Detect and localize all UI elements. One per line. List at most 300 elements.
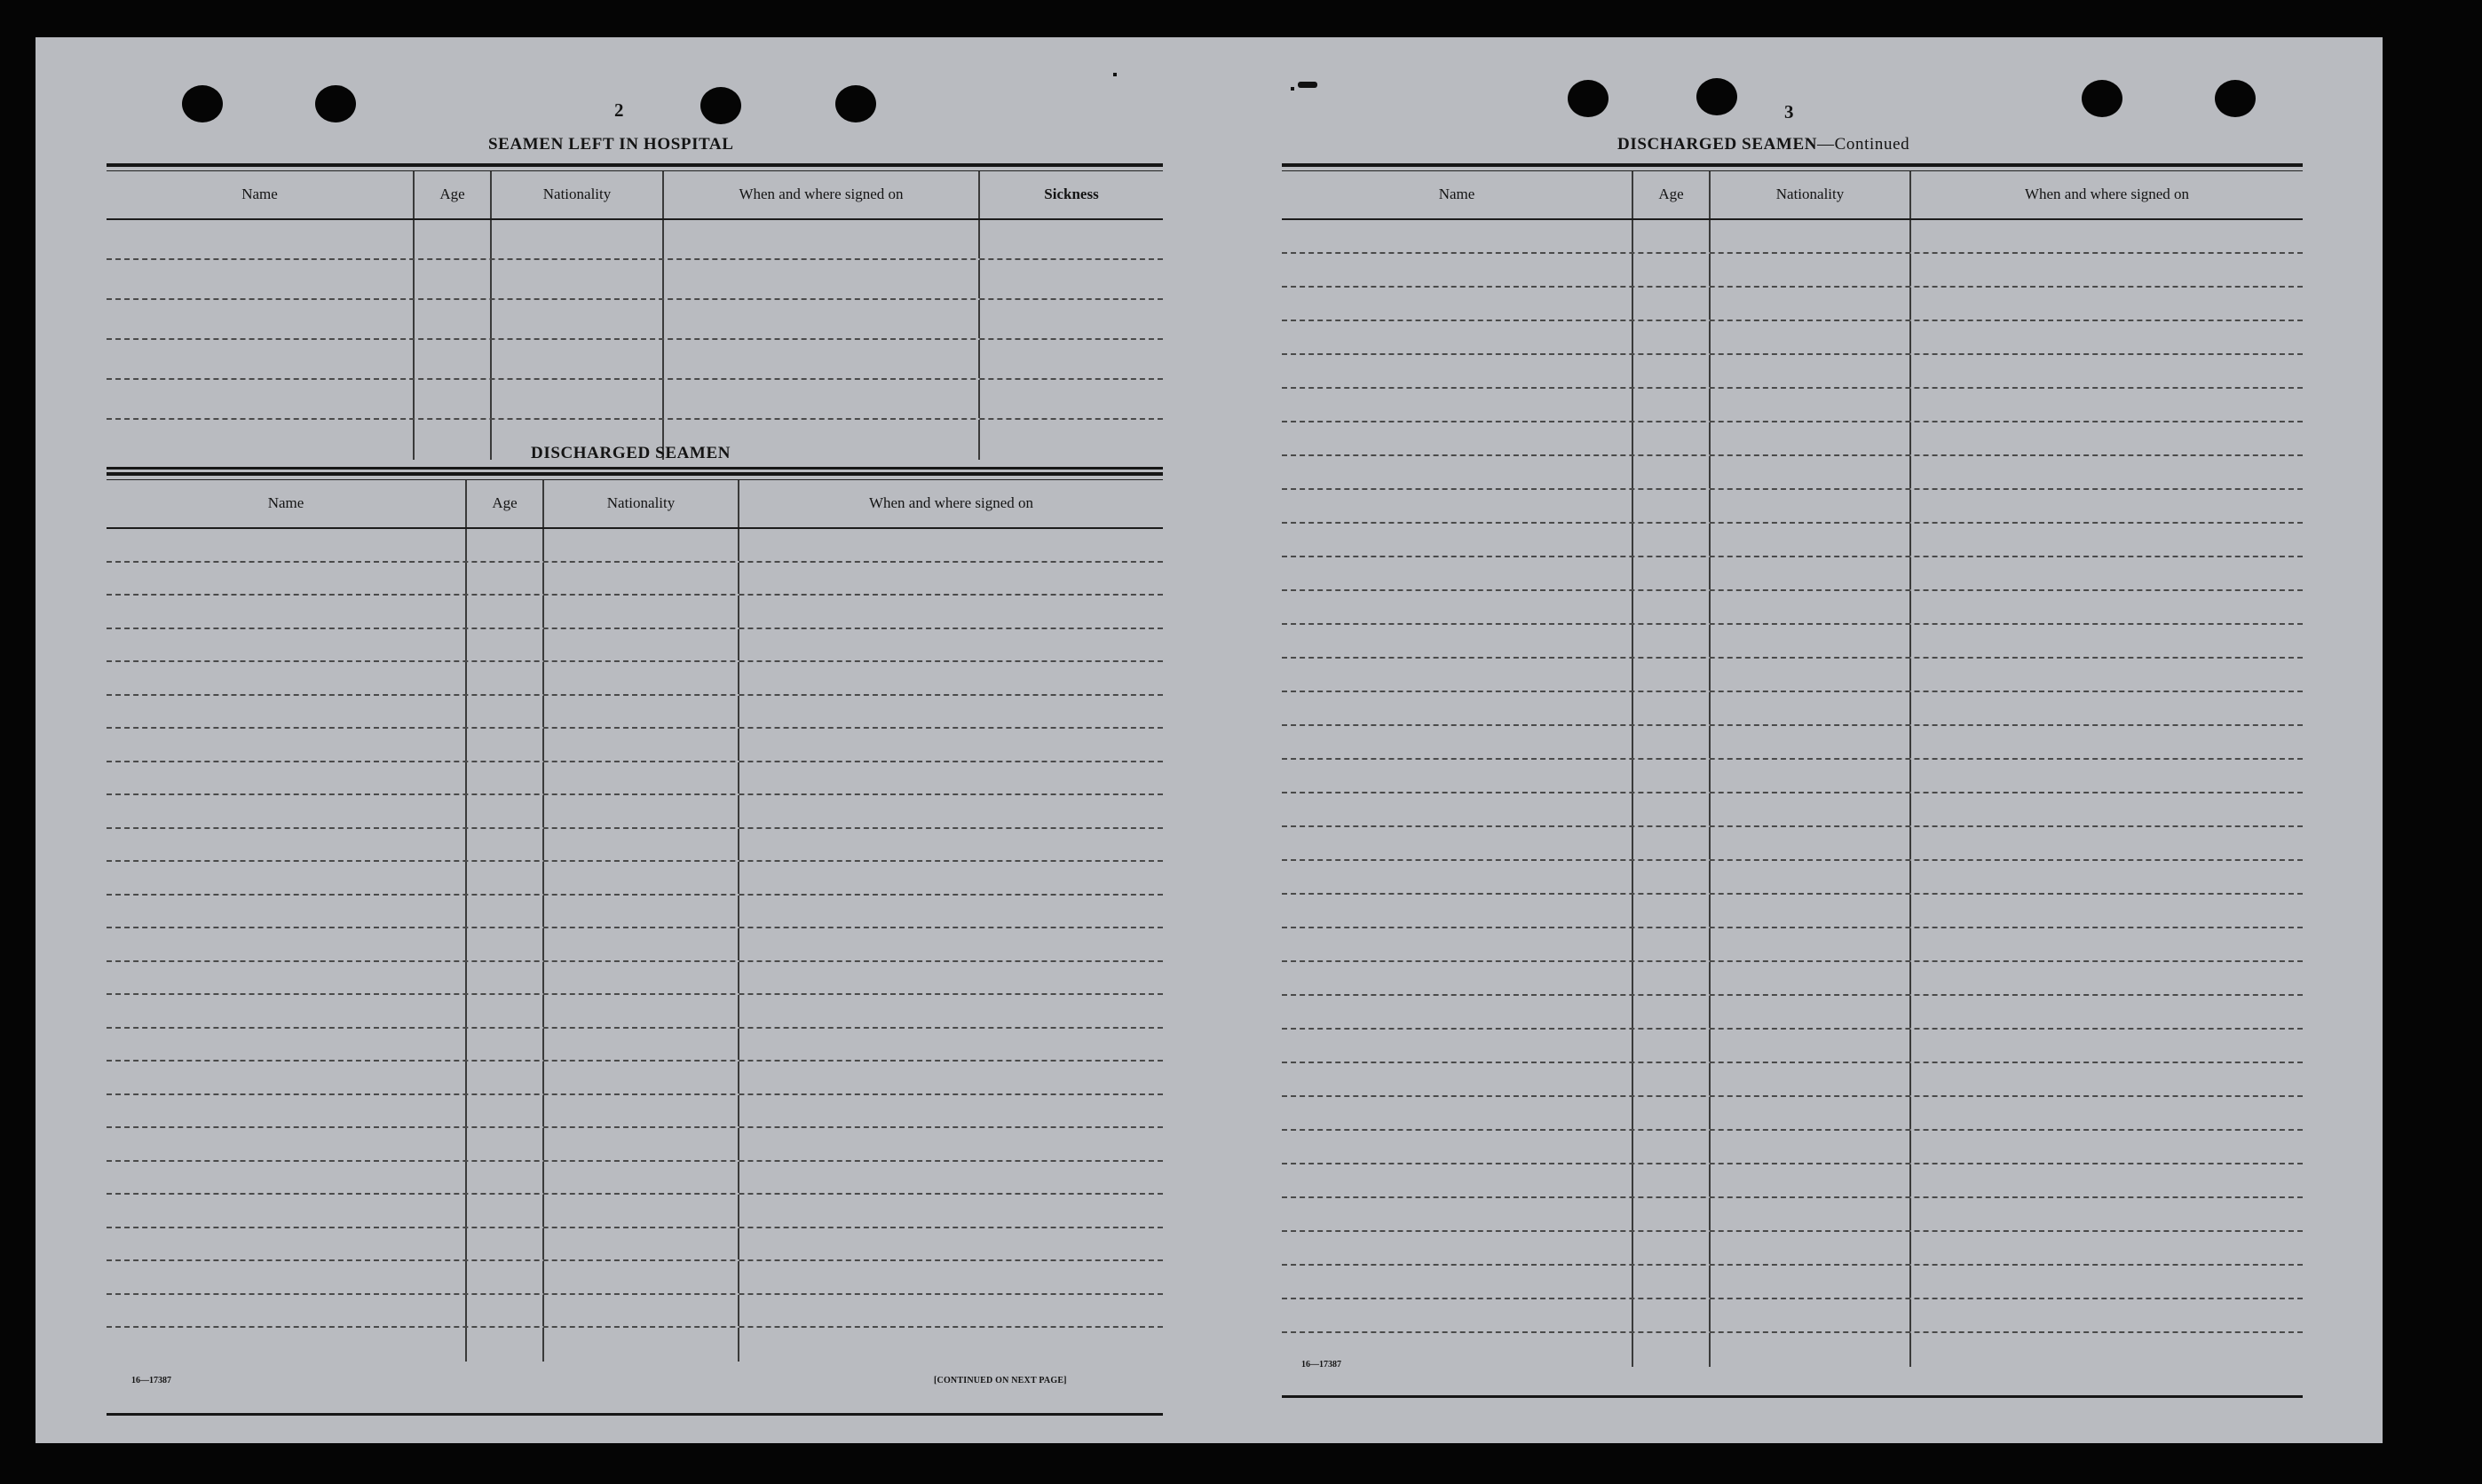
punch-hole bbox=[1568, 80, 1609, 117]
table-cell bbox=[1911, 389, 2303, 421]
col-header-sickness: Sickness bbox=[1044, 186, 1099, 202]
table-cell bbox=[467, 896, 544, 928]
table-row bbox=[1282, 389, 2303, 422]
table-cell bbox=[415, 260, 492, 298]
discharged-continued-title: DISCHARGED SEAMEN bbox=[1617, 135, 1818, 154]
table-cell bbox=[1711, 962, 1911, 994]
col-header-nationality: Nationality bbox=[1711, 170, 1911, 218]
table-cell bbox=[739, 1162, 1163, 1194]
punch-hole bbox=[700, 87, 741, 124]
table-cell bbox=[1282, 321, 1633, 353]
table-cell bbox=[1633, 659, 1711, 691]
table-row bbox=[1282, 254, 2303, 288]
col-header-nationality: Nationality bbox=[492, 170, 664, 218]
table-cell bbox=[1633, 321, 1711, 353]
table-cell bbox=[739, 762, 1163, 794]
table-row bbox=[1282, 1131, 2303, 1164]
table-cell bbox=[739, 1095, 1163, 1127]
table-cell bbox=[1282, 996, 1633, 1028]
hospital-table-header bbox=[107, 170, 1163, 220]
table-row bbox=[1282, 760, 2303, 793]
table-row bbox=[107, 563, 1163, 596]
table-cell bbox=[739, 1328, 1163, 1362]
table-cell bbox=[1711, 861, 1911, 893]
table-cell bbox=[544, 1095, 739, 1127]
table-cell bbox=[107, 596, 467, 628]
table-cell bbox=[1282, 254, 1633, 286]
table-cell bbox=[739, 1228, 1163, 1260]
table-row bbox=[107, 995, 1163, 1029]
table-cell bbox=[664, 340, 980, 378]
table-cell bbox=[107, 529, 467, 561]
table-row bbox=[1282, 591, 2303, 625]
table-cell bbox=[1633, 895, 1711, 927]
table-cell bbox=[1282, 1299, 1633, 1331]
table-row bbox=[107, 340, 1163, 380]
table-cell bbox=[1633, 1164, 1711, 1196]
table-row bbox=[107, 696, 1163, 730]
table-cell bbox=[1711, 355, 1911, 387]
table-cell bbox=[544, 1162, 739, 1194]
table-cell bbox=[544, 662, 739, 694]
table-cell bbox=[467, 1062, 544, 1093]
table-cell bbox=[1282, 1030, 1633, 1062]
table-cell bbox=[739, 662, 1163, 694]
table-row bbox=[107, 729, 1163, 762]
table-cell bbox=[1711, 726, 1911, 758]
table-cell bbox=[544, 729, 739, 761]
punch-hole bbox=[2082, 80, 2122, 117]
table-cell bbox=[107, 1029, 467, 1061]
table-cell bbox=[1911, 1266, 2303, 1298]
table-cell bbox=[107, 1261, 467, 1293]
table-cell bbox=[492, 300, 664, 338]
table-cell bbox=[1633, 490, 1711, 522]
table-row bbox=[107, 1195, 1163, 1228]
table-cell bbox=[1711, 659, 1911, 691]
table-cell bbox=[107, 795, 467, 827]
table-cell bbox=[415, 420, 492, 460]
punch-hole bbox=[2215, 80, 2256, 117]
table-cell bbox=[1282, 692, 1633, 724]
table-cell bbox=[467, 928, 544, 960]
table-cell bbox=[1282, 288, 1633, 320]
form-code-left: 16—17387 bbox=[131, 1376, 171, 1385]
table-cell bbox=[1633, 557, 1711, 589]
table-cell bbox=[467, 1029, 544, 1061]
table-cell bbox=[1633, 1030, 1711, 1062]
col-header-age: Age bbox=[1633, 170, 1711, 218]
table-cell bbox=[739, 1261, 1163, 1293]
table-cell bbox=[739, 928, 1163, 960]
table-row bbox=[1282, 1333, 2303, 1367]
table-cell bbox=[980, 300, 1163, 338]
table-cell bbox=[1911, 625, 2303, 657]
table-cell bbox=[1711, 1097, 1911, 1129]
page-number-left: 2 bbox=[614, 99, 624, 121]
table-cell bbox=[1911, 254, 2303, 286]
table-row bbox=[107, 762, 1163, 796]
punch-hole bbox=[182, 85, 223, 122]
table-cell bbox=[1911, 726, 2303, 758]
table-row bbox=[107, 1062, 1163, 1095]
table-cell bbox=[107, 829, 467, 861]
table-row bbox=[1282, 895, 2303, 928]
table-cell bbox=[1911, 355, 2303, 387]
table-cell bbox=[1911, 1333, 2303, 1367]
table-cell bbox=[544, 928, 739, 960]
table-cell bbox=[467, 662, 544, 694]
table-cell bbox=[467, 1195, 544, 1227]
table-cell bbox=[1911, 490, 2303, 522]
discharged-table-body bbox=[107, 529, 1163, 1362]
table-row bbox=[107, 300, 1163, 340]
table-cell bbox=[1633, 456, 1711, 488]
table-cell bbox=[664, 380, 980, 418]
table-cell bbox=[1633, 591, 1711, 623]
table-cell bbox=[107, 629, 467, 661]
table-row bbox=[107, 1162, 1163, 1196]
table-cell bbox=[739, 629, 1163, 661]
table-cell bbox=[1911, 288, 2303, 320]
table-cell bbox=[1633, 254, 1711, 286]
table-cell bbox=[1282, 625, 1633, 657]
table-cell bbox=[1633, 996, 1711, 1028]
table-cell bbox=[664, 260, 980, 298]
table-row bbox=[1282, 861, 2303, 895]
table-row bbox=[1282, 659, 2303, 692]
table-cell bbox=[1282, 1164, 1633, 1196]
table-row bbox=[107, 662, 1163, 696]
table-cell bbox=[980, 420, 1163, 460]
table-cell bbox=[467, 1295, 544, 1327]
table-cell bbox=[107, 1228, 467, 1260]
table-row bbox=[1282, 827, 2303, 861]
table-row bbox=[1282, 220, 2303, 254]
table-cell bbox=[1282, 928, 1633, 960]
table-row bbox=[107, 1029, 1163, 1062]
table-cell bbox=[739, 1195, 1163, 1227]
table-cell bbox=[467, 862, 544, 894]
table-cell bbox=[467, 829, 544, 861]
table-cell bbox=[1711, 1131, 1911, 1163]
table-cell bbox=[1282, 456, 1633, 488]
table-cell bbox=[467, 1261, 544, 1293]
table-cell bbox=[1911, 524, 2303, 556]
table-cell bbox=[1633, 861, 1711, 893]
col-header-age: Age bbox=[415, 170, 492, 218]
table-cell bbox=[467, 529, 544, 561]
table-row bbox=[107, 896, 1163, 929]
discharged-table bbox=[107, 472, 1163, 1416]
hospital-table bbox=[107, 163, 1163, 470]
table-cell bbox=[467, 729, 544, 761]
table-cell bbox=[107, 896, 467, 928]
discharged-continued-section-title bbox=[1617, 135, 1909, 154]
page-number-right: 3 bbox=[1784, 101, 1794, 122]
table-cell bbox=[1282, 490, 1633, 522]
table-cell bbox=[467, 1095, 544, 1127]
table-cell bbox=[107, 696, 467, 728]
table-cell bbox=[1711, 1299, 1911, 1331]
table-cell bbox=[1711, 321, 1911, 353]
table-cell bbox=[1282, 422, 1633, 454]
table-cell bbox=[739, 1062, 1163, 1093]
table-cell bbox=[1911, 928, 2303, 960]
table-cell bbox=[1911, 422, 2303, 454]
table-cell bbox=[1711, 1063, 1911, 1095]
table-cell bbox=[1911, 557, 2303, 589]
table-cell bbox=[492, 260, 664, 298]
col-header-name: Name bbox=[107, 170, 415, 218]
table-cell bbox=[1633, 1333, 1711, 1367]
table-cell bbox=[1633, 355, 1711, 387]
table-cell bbox=[1711, 760, 1911, 792]
table-cell bbox=[1633, 726, 1711, 758]
table-cell bbox=[467, 795, 544, 827]
table-cell bbox=[107, 1295, 467, 1327]
table-cell bbox=[1633, 928, 1711, 960]
table-cell bbox=[467, 596, 544, 628]
table-row bbox=[107, 529, 1163, 563]
table-cell bbox=[1711, 591, 1911, 623]
table-row bbox=[107, 260, 1163, 300]
table-cell bbox=[1282, 895, 1633, 927]
form-code-right: 16—17387 bbox=[1301, 1360, 1341, 1370]
table-cell bbox=[1911, 760, 2303, 792]
table-row bbox=[1282, 321, 2303, 355]
table-row bbox=[1282, 288, 2303, 321]
table-cell bbox=[1711, 220, 1911, 252]
table-cell bbox=[980, 220, 1163, 258]
table-cell bbox=[107, 995, 467, 1027]
table-cell bbox=[467, 1162, 544, 1194]
table-cell bbox=[1711, 996, 1911, 1028]
table-row bbox=[1282, 793, 2303, 827]
table-row bbox=[1282, 692, 2303, 726]
table-cell bbox=[1282, 1266, 1633, 1298]
table-cell bbox=[980, 340, 1163, 378]
table-row bbox=[107, 829, 1163, 863]
table-cell bbox=[467, 629, 544, 661]
table-row bbox=[1282, 557, 2303, 591]
continued-suffix: —Continued bbox=[1817, 135, 1910, 154]
table-cell bbox=[107, 1095, 467, 1127]
table-cell bbox=[739, 795, 1163, 827]
table-row bbox=[107, 962, 1163, 996]
table-cell bbox=[544, 1195, 739, 1227]
table-row bbox=[1282, 962, 2303, 996]
table-cell bbox=[1711, 490, 1911, 522]
table-cell bbox=[544, 1295, 739, 1327]
table-cell bbox=[1633, 1063, 1711, 1095]
table-cell bbox=[1711, 524, 1911, 556]
col-header-name: Name bbox=[107, 479, 467, 527]
table-cell bbox=[1282, 524, 1633, 556]
table-cell bbox=[980, 380, 1163, 418]
table-cell bbox=[544, 862, 739, 894]
table-cell bbox=[1282, 1097, 1633, 1129]
table-cell bbox=[1711, 422, 1911, 454]
table-row bbox=[107, 1095, 1163, 1129]
table-row bbox=[1282, 1164, 2303, 1198]
table-cell bbox=[544, 762, 739, 794]
table-cell bbox=[1282, 389, 1633, 421]
table-row bbox=[107, 1228, 1163, 1262]
col-header-signed-on: When and where signed on bbox=[664, 170, 980, 218]
table-cell bbox=[1633, 1097, 1711, 1129]
table-cell bbox=[1711, 625, 1911, 657]
table-cell bbox=[1911, 895, 2303, 927]
table-cell bbox=[107, 340, 415, 378]
table-cell bbox=[107, 220, 415, 258]
table-cell bbox=[1633, 220, 1711, 252]
hospital-table-body bbox=[107, 220, 1163, 460]
table-cell bbox=[1911, 220, 2303, 252]
punch-hole bbox=[1696, 78, 1737, 115]
table-cell bbox=[467, 1128, 544, 1160]
table-row bbox=[107, 629, 1163, 663]
ink-speck bbox=[1291, 87, 1294, 91]
table-row bbox=[1282, 928, 2303, 962]
table-row bbox=[1282, 1198, 2303, 1232]
table-cell bbox=[1633, 1299, 1711, 1331]
table-cell bbox=[1633, 1232, 1711, 1264]
table-cell bbox=[544, 1228, 739, 1260]
table-cell bbox=[1633, 288, 1711, 320]
table-cell bbox=[1711, 456, 1911, 488]
table-row bbox=[107, 795, 1163, 829]
table-cell bbox=[1633, 1131, 1711, 1163]
table-cell bbox=[467, 762, 544, 794]
discharged-continued-table bbox=[1282, 163, 2303, 1398]
col-header-age: Age bbox=[467, 479, 544, 527]
table-cell bbox=[1911, 1299, 2303, 1331]
table-cell bbox=[544, 696, 739, 728]
table-cell bbox=[492, 340, 664, 378]
table-cell bbox=[107, 1162, 467, 1194]
table-row bbox=[1282, 1232, 2303, 1266]
table-row bbox=[107, 596, 1163, 629]
table-cell bbox=[664, 300, 980, 338]
table-cell bbox=[544, 1328, 739, 1362]
table-row bbox=[1282, 726, 2303, 760]
table-row bbox=[107, 862, 1163, 896]
table-row bbox=[107, 1295, 1163, 1329]
table-cell bbox=[107, 420, 415, 460]
table-cell bbox=[467, 696, 544, 728]
table-cell bbox=[1282, 220, 1633, 252]
punch-hole bbox=[315, 85, 356, 122]
col-header-name: Name bbox=[1282, 170, 1633, 218]
table-cell bbox=[1911, 962, 2303, 994]
table-cell bbox=[1711, 1164, 1911, 1196]
document-sheet bbox=[36, 37, 2383, 1443]
table-row bbox=[1282, 1266, 2303, 1299]
table-cell bbox=[739, 829, 1163, 861]
table-cell bbox=[1633, 692, 1711, 724]
table-cell bbox=[1282, 827, 1633, 859]
table-cell bbox=[107, 862, 467, 894]
table-cell bbox=[1711, 895, 1911, 927]
table-cell bbox=[1633, 1266, 1711, 1298]
table-cell bbox=[467, 1328, 544, 1362]
table-cell bbox=[544, 1029, 739, 1061]
table-cell bbox=[1282, 793, 1633, 825]
table-row bbox=[1282, 1063, 2303, 1097]
table-cell bbox=[1633, 1198, 1711, 1230]
table-cell bbox=[1911, 692, 2303, 724]
table-cell bbox=[544, 529, 739, 561]
table-cell bbox=[1711, 928, 1911, 960]
table-row bbox=[1282, 1097, 2303, 1131]
table-cell bbox=[739, 862, 1163, 894]
table-cell bbox=[415, 300, 492, 338]
table-cell bbox=[1711, 692, 1911, 724]
table-cell bbox=[1911, 321, 2303, 353]
table-cell bbox=[1711, 1333, 1911, 1367]
table-cell bbox=[544, 995, 739, 1027]
table-row bbox=[107, 220, 1163, 260]
table-cell bbox=[415, 220, 492, 258]
ink-speck bbox=[1113, 73, 1117, 76]
table-cell bbox=[107, 1062, 467, 1093]
table-cell bbox=[107, 260, 415, 298]
table-cell bbox=[1711, 1030, 1911, 1062]
table-cell bbox=[1711, 1198, 1911, 1230]
table-cell bbox=[544, 596, 739, 628]
table-cell bbox=[544, 629, 739, 661]
discharged-continued-table-header bbox=[1282, 170, 2303, 220]
table-cell bbox=[1633, 422, 1711, 454]
table-cell bbox=[1282, 659, 1633, 691]
table-row bbox=[107, 380, 1163, 420]
table-cell bbox=[739, 1128, 1163, 1160]
discharged-section-title: DISCHARGED SEAMEN bbox=[531, 444, 731, 462]
table-cell bbox=[544, 829, 739, 861]
table-cell bbox=[1711, 793, 1911, 825]
table-row bbox=[107, 1328, 1163, 1362]
table-cell bbox=[1282, 1131, 1633, 1163]
table-cell bbox=[1282, 962, 1633, 994]
table-cell bbox=[467, 995, 544, 1027]
table-cell bbox=[544, 795, 739, 827]
table-cell bbox=[107, 729, 467, 761]
table-cell bbox=[107, 300, 415, 338]
table-cell bbox=[544, 563, 739, 595]
table-cell bbox=[1633, 827, 1711, 859]
table-cell bbox=[1633, 625, 1711, 657]
table-row bbox=[1282, 625, 2303, 659]
table-cell bbox=[1633, 962, 1711, 994]
table-cell bbox=[1911, 996, 2303, 1028]
table-row bbox=[107, 928, 1163, 962]
table-cell bbox=[1911, 827, 2303, 859]
table-cell bbox=[544, 1261, 739, 1293]
table-cell bbox=[107, 380, 415, 418]
table-cell bbox=[1282, 726, 1633, 758]
table-cell bbox=[1911, 456, 2303, 488]
table-cell bbox=[1711, 1232, 1911, 1264]
table-row bbox=[107, 1128, 1163, 1162]
table-row bbox=[1282, 355, 2303, 389]
ink-speck bbox=[1298, 82, 1317, 88]
table-cell bbox=[107, 1128, 467, 1160]
table-cell bbox=[415, 380, 492, 418]
table-cell bbox=[1282, 355, 1633, 387]
table-cell bbox=[1911, 1232, 2303, 1264]
table-row bbox=[1282, 490, 2303, 524]
